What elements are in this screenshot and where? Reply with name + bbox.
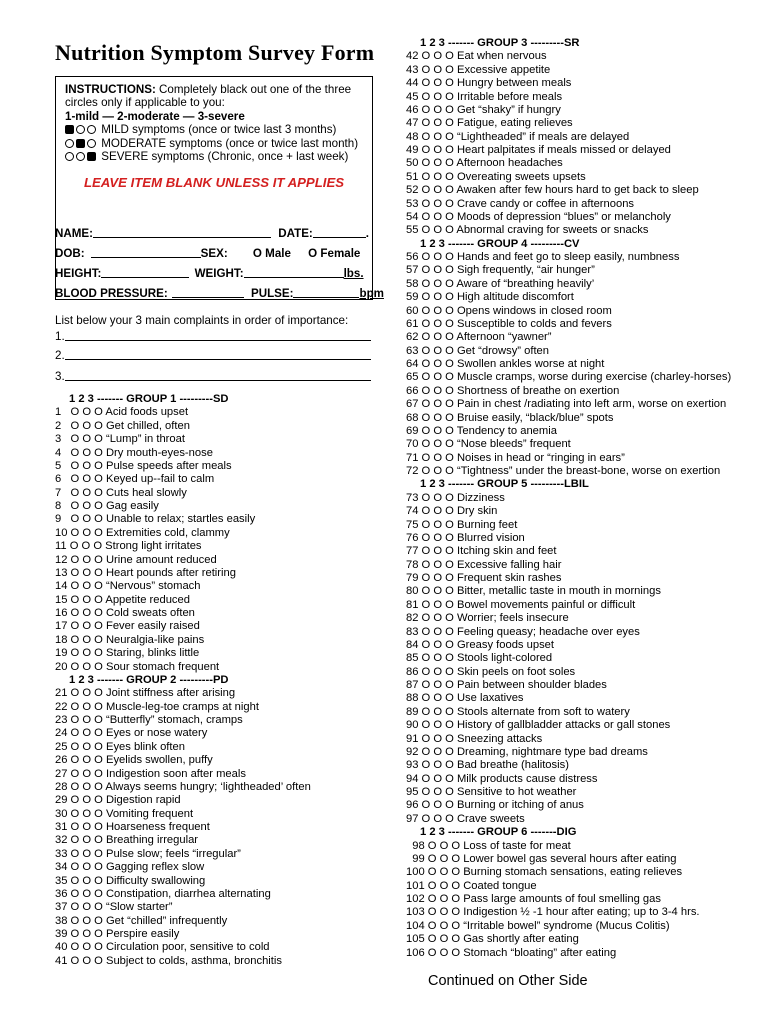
male-option[interactable]: O Male [252, 247, 291, 260]
symptom-item[interactable]: 8 O O O Gag easily [55, 500, 159, 512]
dob-label: DOB: [55, 247, 85, 260]
symptom-item[interactable]: 52 O O O Awaken after few hours hard to get back to sleep [406, 184, 699, 197]
symptom-item[interactable]: 32 O O O Breathing irregular [55, 834, 199, 847]
symptom-item[interactable]: 89 O O O Stools alternate from soft to watery [406, 705, 630, 718]
symptom-item[interactable]: 92 O O O Dreaming, nightmare type bad dreams [406, 745, 648, 758]
symptom-item[interactable]: 78 O O O Excessive falling hair [406, 558, 562, 571]
height-weight-row [55, 266, 364, 280]
symptom-item[interactable]: 97 O O O Crave sweets [406, 812, 525, 825]
instructions-body: Completely black out one of the three circles only if applicable to you: [65, 83, 352, 110]
complaints-prompt: List below your 3 main complaints in order of importance: [55, 314, 349, 327]
symptom-item[interactable]: 10 O O O Extremities cold, clammy [55, 526, 230, 539]
blood-pressure-field[interactable] [172, 286, 244, 298]
symptom-item[interactable]: 24 O O O Eyes or nose watery [55, 727, 208, 740]
severity-scale: 1-mild — 2-moderate — 3-severe [65, 109, 245, 123]
symptom-item[interactable]: 84 O O O Greasy foods upset [406, 638, 554, 651]
complaint-blank[interactable] [65, 369, 371, 381]
filled-circle-icon [76, 139, 85, 148]
symptom-item[interactable]: 105 O O O Gas shortly after eating [406, 933, 579, 946]
symptom-item[interactable]: 82 O O O Worrier; feels insecure [406, 612, 569, 625]
symptom-item[interactable]: 57 O O O Sigh frequently, “air hunger” [406, 264, 595, 277]
group-header: 1 2 3 ------- GROUP 1 ---------SD [69, 393, 229, 405]
name-date-row [55, 226, 369, 240]
symptom-item[interactable]: 34 O O O Gagging reflex slow [55, 861, 205, 874]
name-field[interactable] [93, 226, 271, 238]
complaint-blank[interactable] [65, 348, 371, 360]
complaint-line-1[interactable] [55, 329, 371, 343]
date-period: . [365, 227, 370, 240]
symptom-item[interactable]: 95 O O O Sensitive to hot weather [406, 786, 577, 798]
instructions-lead: INSTRUCTIONS: [65, 83, 156, 96]
symptom-item[interactable]: 87 O O O Pain between shoulder blades [406, 679, 607, 691]
symptom-item[interactable]: 40 O O O Circulation poor, sensitive to cold [55, 941, 270, 954]
page-title: Nutrition Symptom Survey Form [55, 40, 375, 65]
symptom-item[interactable]: 55 O O O Abnormal craving for sweets or snacks [406, 224, 649, 237]
symptom-item[interactable]: 74 O O O Dry skin [406, 505, 498, 518]
symptom-item[interactable]: 53 O O O Crave candy or coffee in afternoons [406, 197, 635, 210]
symptom-item[interactable]: 63 O O O Get “drowsy” often [406, 344, 550, 357]
symptom-item[interactable]: 20 O O O Sour stomach frequent [55, 660, 220, 673]
symptom-item[interactable]: 22 O O O Muscle-leg-toe cramps at night [55, 700, 259, 713]
symptom-item[interactable]: 18 O O O Neuralgia-like pains [55, 633, 205, 646]
symptom-item[interactable]: 73 O O O Dizziness [406, 491, 505, 504]
symptom-item[interactable]: 98 O O O Loss of taste for meat [406, 839, 571, 852]
symptom-item[interactable]: 45 O O O Irritable before meals [406, 90, 563, 103]
symptom-item[interactable]: 62 O O O Afternoon “yawner” [406, 331, 552, 344]
continued-note: Continued on Other Side [428, 973, 588, 989]
group-header: 1 2 3 ------- GROUP 5 ---------LBIL [420, 478, 589, 491]
pulse-field[interactable] [293, 286, 359, 298]
symptom-item[interactable]: 13 O O O Heart pounds after retiring [55, 566, 236, 579]
symptom-item[interactable]: 64 O O O Swollen ankles worse at night [406, 358, 605, 370]
symptom-item[interactable]: 12 O O O Urine amount reduced [55, 553, 217, 566]
symptom-item[interactable]: 6 O O O Keyed up--fail to calm [55, 473, 215, 486]
legend-mild-label: MILD symptoms (once or twice last 3 months) [101, 123, 337, 137]
symptom-item[interactable]: 94 O O O Milk products cause distress [406, 772, 598, 785]
instructions-text [65, 83, 363, 110]
height-field[interactable] [101, 266, 189, 278]
symptom-item[interactable]: 93 O O O Bad breathe (halitosis) [406, 759, 569, 772]
symptom-item[interactable]: 1 O O O Acid foods upset [55, 406, 189, 419]
legend-moderate [65, 137, 363, 150]
symptom-item[interactable]: 31 O O O Hoarseness frequent [55, 821, 210, 833]
symptom-item[interactable]: 66 O O O Shortness of breathe on exertion [406, 384, 620, 397]
legend-severe-label: SEVERE symptoms (Chronic, once + last week) [101, 150, 349, 164]
symptom-item[interactable]: 21 O O O Joint stiffness after arising [55, 687, 236, 700]
symptom-item[interactable]: 99 O O O Lower bowel gas several hours after eating [406, 852, 677, 865]
symptom-list-right [406, 37, 731, 960]
symptom-item[interactable]: 49 O O O Heart palpitates if meals missed or delayed [406, 144, 671, 156]
symptom-item[interactable]: 48 O O O “Lightheaded” if meals are delayed [406, 130, 630, 143]
symptom-item[interactable]: 28 O O O Always seems hungry; ‘lightheaded’ often [55, 780, 311, 793]
symptom-item[interactable]: 58 O O O Aware of “breathing heavily’ [406, 277, 595, 290]
circle-icon [76, 125, 85, 134]
symptom-item[interactable]: 26 O O O Eyelids swollen, puffy [55, 754, 213, 767]
symptom-item[interactable]: 25 O O O Eyes blink often [55, 740, 185, 753]
circle-icon [87, 125, 96, 134]
weight-field[interactable] [244, 266, 344, 278]
group-header: 1 2 3 ------- GROUP 6 -------DIG [420, 826, 577, 839]
symptom-item[interactable]: 36 O O O Constipation, diarrhea alternating [55, 887, 271, 900]
symptom-item[interactable]: 61 O O O Susceptible to colds and fevers [406, 317, 612, 330]
symptom-item[interactable]: 16 O O O Cold sweats often [55, 607, 195, 619]
symptom-item[interactable]: 101 O O O Coated tongue [406, 879, 537, 892]
symptom-item[interactable]: 43 O O O Excessive appetite [406, 63, 551, 76]
symptom-item[interactable]: 30 O O O Vomiting frequent [55, 807, 194, 820]
symptom-item[interactable]: 51 O O O Overeating sweets upsets [406, 170, 586, 183]
symptom-item[interactable]: 41 O O O Subject to colds, asthma, bronchitis [55, 954, 282, 967]
dob-field[interactable] [91, 246, 201, 258]
symptom-item[interactable]: 76 O O O Blurred vision [406, 531, 525, 544]
symptom-item[interactable]: 44 O O O Hungry between meals [406, 77, 572, 90]
symptom-item[interactable]: 77 O O O Itching skin and feet [406, 545, 557, 558]
symptom-item[interactable]: 14 O O O “Nervous” stomach [55, 580, 201, 593]
symptom-item[interactable]: 65 O O O Muscle cramps, worse during exercise (charley-horses) [406, 371, 732, 384]
complaint-line-2[interactable] [55, 348, 371, 362]
legend-mild [65, 123, 363, 136]
symptom-item[interactable]: 56 O O O Hands and feet go to sleep easily, numbness [406, 251, 680, 263]
symptom-item[interactable]: 79 O O O Frequent skin rashes [406, 572, 562, 584]
symptom-item[interactable]: 104 O O O “Irritable bowel” syndrome (Mucus Colitis) [406, 919, 670, 932]
legend-severe [65, 150, 363, 163]
circle-icon [87, 139, 96, 148]
height-label: HEIGHT: [55, 267, 102, 280]
symptom-item[interactable]: 106 O O O Stomach “bloating” after eating [406, 946, 617, 959]
legend-moderate-label: MODERATE symptoms (once or twice last month) [101, 136, 359, 150]
symptom-item[interactable]: 7 O O O Cuts heal slowly [55, 486, 187, 499]
symptom-item[interactable]: 67 O O O Pain in chest /radiating into left arm, worse on exertion [406, 398, 727, 411]
symptom-item[interactable]: 46 O O O Get “shaky” if hungry [406, 103, 561, 116]
symptom-item[interactable]: 70 O O O “Nose bleeds” frequent [406, 438, 571, 451]
symptom-item[interactable]: 39 O O O Perspire easily [55, 928, 180, 940]
complaint-line-3[interactable] [55, 369, 371, 383]
symptom-item[interactable]: 68 O O O Bruise easily, “black/blue” spots [406, 411, 614, 424]
group-header: 1 2 3 ------- GROUP 2 ---------PD [69, 673, 229, 686]
date-field[interactable] [313, 226, 366, 238]
symptom-item[interactable]: 17 O O O Fever easily raised [55, 620, 200, 633]
symptom-item[interactable]: 103 O O O Indigestion ½ -1 hour after eating; up to 3-4 hrs. [406, 906, 700, 919]
symptom-item[interactable]: 2 O O O Get chilled, often [55, 419, 190, 432]
symptom-item[interactable]: 81 O O O Bowel movements painful or difficult [406, 598, 636, 611]
symptom-item[interactable]: 19 O O O Staring, blinks little [55, 647, 200, 660]
symptom-item[interactable]: 38 O O O Get “chilled” infrequently [55, 914, 228, 927]
symptom-item[interactable]: 59 O O O High altitude discomfort [406, 291, 574, 304]
weight-label: WEIGHT: [194, 267, 244, 280]
symptom-item[interactable]: 15 O O O Appetite reduced [55, 593, 190, 606]
symptom-item[interactable]: 11 O O O Strong light irritates [55, 540, 202, 553]
date-label: DATE: [278, 227, 313, 240]
symptom-item[interactable]: 42 O O O Eat when nervous [406, 50, 547, 63]
circle-icon [76, 152, 85, 161]
circle-icon [65, 152, 74, 161]
symptom-item[interactable]: 71 O O O Noises in head or “ringing in ears” [406, 451, 625, 464]
symptom-item[interactable]: 54 O O O Moods of depression “blues” or melancholy [406, 210, 671, 223]
symptom-item[interactable]: 60 O O O Opens windows in closed room [406, 304, 612, 317]
complaint-number: 1. [55, 330, 65, 343]
symptom-item[interactable]: 69 O O O Tendency to anemia [406, 424, 557, 437]
symptom-item[interactable]: 75 O O O Burning feet [406, 518, 518, 531]
symptom-item[interactable]: 100 O O O Burning stomach sensations, eating relieves [406, 866, 683, 879]
sex-label: SEX: [200, 247, 228, 260]
symptom-item[interactable]: 88 O O O Use laxatives [406, 692, 524, 705]
name-label: NAME: [55, 227, 93, 240]
symptom-list-left [55, 393, 311, 968]
blood-pressure-label: BLOOD PRESSURE: [55, 287, 168, 300]
symptom-item[interactable]: 72 O O O “Tightness” under the breast-bone, worse on exertion [406, 465, 721, 477]
symptom-item[interactable]: 27 O O O Indigestion soon after meals [55, 767, 246, 780]
complaint-number: 2. [55, 349, 65, 362]
filled-circle-icon [87, 152, 96, 161]
bpm-unit: bpm [359, 287, 384, 300]
symptom-item[interactable]: 29 O O O Digestion rapid [55, 794, 181, 807]
symptom-item[interactable]: 83 O O O Feeling queasy; headache over eyes [406, 625, 640, 638]
female-option[interactable]: O Female [308, 247, 361, 260]
symptom-item[interactable]: 102 O O O Pass large amounts of foul smelling gas [406, 893, 661, 905]
filled-circle-icon [65, 125, 74, 134]
symptom-item[interactable]: 85 O O O Stools light-colored [406, 652, 553, 665]
group-header: 1 2 3 ------- GROUP 3 ---------SR [420, 37, 580, 49]
circle-icon [65, 139, 74, 148]
symptom-item[interactable]: 50 O O O Afternoon headaches [406, 157, 563, 170]
dob-sex-row [55, 246, 360, 260]
complaint-blank[interactable] [65, 329, 371, 341]
symptom-item[interactable]: 47 O O O Fatigue, eating relieves [406, 117, 573, 130]
symptom-item[interactable]: 37 O O O “Slow starter” [55, 901, 173, 914]
symptom-item[interactable]: 3 O O O “Lump” in throat [55, 433, 185, 446]
symptom-item[interactable]: 23 O O O “Butterfly” stomach, cramps [55, 714, 243, 726]
symptom-item[interactable]: 35 O O O Difficulty swallowing [55, 874, 206, 887]
symptom-item[interactable]: 9 O O O Unable to relax; startles easily [55, 513, 256, 526]
pulse-label: PULSE: [250, 287, 294, 300]
symptom-item[interactable]: 4 O O O Dry mouth-eyes-nose [55, 446, 213, 459]
symptom-item[interactable]: 80 O O O Bitter, metallic taste in mouth in mornings [406, 585, 661, 598]
lbs-unit: lbs. [343, 267, 364, 280]
symptom-item[interactable]: 96 O O O Burning or itching of anus [406, 799, 584, 812]
symptom-item[interactable]: 5 O O O Pulse speeds after meals [55, 459, 232, 472]
symptom-item[interactable]: 90 O O O History of gallbladder attacks or gall stones [406, 719, 671, 732]
complaint-number: 3. [55, 370, 65, 383]
bp-pulse-row [55, 286, 384, 300]
symptom-item[interactable]: 91 O O O Sneezing attacks [406, 732, 543, 745]
leave-blank-notice: LEAVE ITEM BLANK UNLESS IT APPLIES [83, 175, 345, 191]
group-header: 1 2 3 ------- GROUP 4 ---------CV [420, 237, 580, 250]
symptom-item[interactable]: 33 O O O Pulse slow; feels “irregular” [55, 847, 241, 860]
symptom-item[interactable]: 86 O O O Skin peels on foot soles [406, 665, 576, 678]
